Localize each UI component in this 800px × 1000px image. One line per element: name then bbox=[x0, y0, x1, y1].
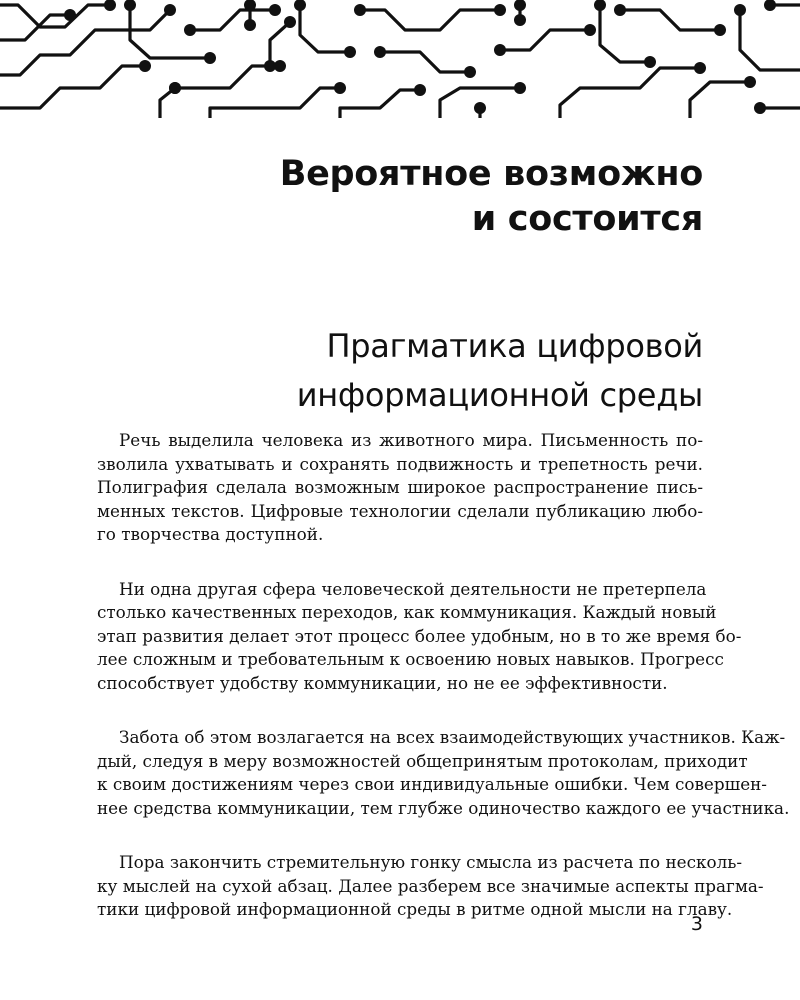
circuit-node bbox=[614, 4, 626, 16]
circuit-trace bbox=[600, 5, 650, 62]
section-title-line-1: Прагматика цифровой bbox=[326, 327, 703, 365]
text-line: столько качественных переходов, как коммуникация. Каждый новый bbox=[97, 602, 717, 622]
text-line: Речь выделила человека из животного мира. Письменность по- bbox=[119, 430, 703, 450]
text-line: этап развития делает этот процесс более удобным, но в то же время бо- bbox=[97, 625, 742, 646]
circuit-trace bbox=[190, 10, 275, 30]
page-number: 3 bbox=[690, 913, 703, 935]
circuit-trace bbox=[740, 10, 800, 70]
text-line: дый, следуя в меру возможностей общепринятым протоколам, приходит bbox=[97, 750, 748, 771]
circuit-node bbox=[734, 4, 746, 16]
paragraph-3 bbox=[97, 726, 790, 820]
circuit-trace bbox=[620, 10, 720, 30]
text-line: способствует удобству коммуникации, но не ее эффективности. bbox=[97, 672, 668, 693]
text-line: ку мыслей на сухой абзац. Далее разберем все значимые аспекты прагма- bbox=[97, 875, 764, 896]
circuit-trace bbox=[560, 68, 700, 118]
circuit-node bbox=[514, 82, 526, 94]
text-line: зволила ухватывать и сохранять подвижность и трепетность речи. bbox=[97, 453, 703, 474]
circuit-trace bbox=[690, 82, 750, 118]
circuit-node bbox=[594, 0, 606, 11]
circuit-trace bbox=[340, 90, 420, 118]
circuit-node bbox=[494, 44, 506, 56]
chapter-title bbox=[280, 152, 703, 242]
text-line: Полиграфия сделала возможным широкое распространение пись- bbox=[97, 477, 703, 497]
text-line: нее средства коммуникации, тем глубже одиночество каждого ее участника. bbox=[97, 797, 790, 818]
circuit-node bbox=[264, 60, 276, 72]
section-title bbox=[297, 322, 703, 420]
circuit-node bbox=[294, 0, 306, 11]
circuit-trace bbox=[270, 22, 290, 66]
circuit-node bbox=[64, 9, 76, 21]
circuit-node bbox=[124, 0, 136, 11]
circuit-node bbox=[714, 24, 726, 36]
circuit-node bbox=[644, 56, 656, 68]
circuit-node bbox=[184, 24, 196, 36]
circuit-node bbox=[204, 52, 216, 64]
circuit-node bbox=[474, 102, 486, 114]
text-line: лее сложным и требовательным к освоению новых навыков. Прогресс bbox=[97, 649, 724, 669]
circuit-trace bbox=[380, 52, 470, 72]
circuit-node bbox=[764, 0, 776, 11]
chapter-title-line-1: Вероятное возможно bbox=[279, 154, 703, 194]
text-line: Ни одна другая сфера человеческой деятельности не претерпела bbox=[119, 578, 707, 599]
circuit-node bbox=[374, 46, 386, 58]
section-title-line-2: информационной среды bbox=[296, 376, 703, 414]
circuit-node bbox=[694, 62, 706, 74]
paragraph-4 bbox=[97, 851, 764, 922]
circuit-node bbox=[744, 76, 756, 88]
circuit-trace bbox=[175, 66, 280, 88]
circuit-trace bbox=[360, 10, 500, 30]
circuit-node bbox=[344, 46, 356, 58]
paragraph-2 bbox=[97, 578, 742, 696]
circuit-node bbox=[269, 4, 281, 16]
circuit-trace bbox=[300, 5, 350, 52]
circuit-node bbox=[514, 0, 526, 11]
circuit-node bbox=[244, 19, 256, 31]
paragraph-1 bbox=[97, 429, 703, 547]
chapter-title-line-2: и состоится bbox=[471, 199, 703, 239]
circuit-node bbox=[104, 0, 116, 11]
text-line: менных текстов. Цифровые технологии сделали публикацию любо- bbox=[97, 500, 703, 521]
text-line: тики цифровой информационной среды в ритме одной мысли на главу. bbox=[97, 899, 733, 919]
circuit-node bbox=[584, 24, 596, 36]
text-line: к своим достижениям через свои индивидуальные ошибки. Чем совершен- bbox=[97, 774, 767, 794]
circuit-pattern-header bbox=[0, 0, 800, 118]
text-line: го творчества доступной. bbox=[97, 524, 324, 544]
circuit-node bbox=[284, 16, 296, 28]
circuit-node bbox=[414, 84, 426, 96]
text-line: Забота об этом возлагается на всех взаимодействующих участников. Каж- bbox=[119, 727, 786, 747]
circuit-node bbox=[354, 4, 366, 16]
circuit-node bbox=[514, 14, 526, 26]
circuit-node bbox=[139, 60, 151, 72]
circuit-trace bbox=[210, 88, 340, 118]
text-line: Пора закончить стремительную гонку смысла из расчета по несколь- bbox=[119, 852, 743, 872]
circuit-node bbox=[334, 82, 346, 94]
circuit-node bbox=[169, 82, 181, 94]
body-text bbox=[97, 429, 790, 953]
circuit-node bbox=[754, 102, 766, 114]
circuit-node bbox=[464, 66, 476, 78]
circuit-node bbox=[164, 4, 176, 16]
circuit-node bbox=[494, 4, 506, 16]
circuit-trace bbox=[500, 30, 590, 50]
